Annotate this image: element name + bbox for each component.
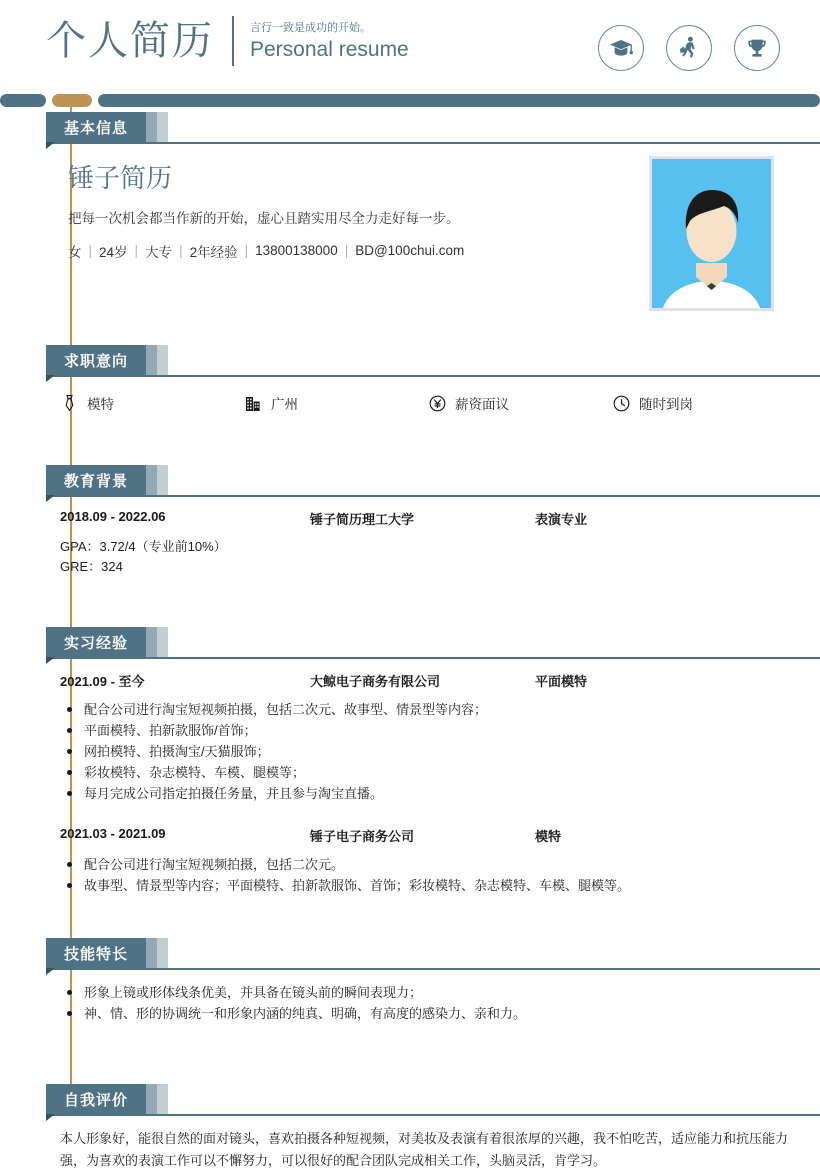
businessman-walking-icon — [666, 25, 712, 71]
education-gpa: GPA：3.72/4（专业前10%） — [60, 539, 227, 554]
header-title-en: Personal resume — [250, 37, 409, 61]
header-title-group — [46, 16, 409, 66]
section-title-intent: 求职意向 — [46, 345, 146, 375]
section-body-intent — [46, 377, 820, 439]
section-accent-block-b — [157, 112, 168, 142]
list-item: 神、情、形的协调统一和形象内涵的纯真、明确，有高度的感染力、亲和力。 — [60, 1003, 796, 1024]
page-title: 个人简历 — [46, 19, 214, 63]
internship-bullet-list — [60, 699, 796, 804]
list-item: 配合公司进行淘宝短视频拍摄，包括二次元、故事型、情景型等内容； — [60, 699, 796, 720]
deco-segment-gold — [52, 94, 92, 107]
section-body-self — [46, 1116, 820, 1172]
intent-salary-label: 薪资面议 — [455, 397, 509, 412]
intent-position-label: 模特 — [87, 397, 114, 412]
section-body-internship — [46, 659, 820, 924]
internship-company: 大鲸电子商务有限公司 — [310, 674, 441, 689]
education-entry — [60, 509, 796, 577]
section-header-internship — [46, 627, 820, 657]
tie-icon — [60, 394, 78, 412]
list-item: 形象上镜或形体线条优美，并具备在镜头前的瞬间表现力； — [60, 982, 796, 1003]
internship-date: 2021.09 - 至今 — [60, 674, 145, 689]
internship-bullet-list — [60, 854, 796, 896]
section-accent-block-b — [157, 465, 168, 495]
section-self-evaluation — [0, 1084, 820, 1172]
section-title-self: 自我评价 — [46, 1084, 146, 1114]
internship-entry — [60, 671, 796, 804]
page-header — [0, 0, 820, 90]
meta-separator: | — [244, 243, 249, 259]
education-gre: GRE：324 — [60, 559, 123, 574]
candidate-motto: 把每一次机会都当作新的开始，虚心且踏实用尽全力走好每一步。 — [68, 210, 460, 226]
meta-gender: 女 — [68, 244, 82, 260]
header-subtitle-group — [250, 21, 409, 60]
clock-icon — [612, 395, 630, 412]
list-item: 每月完成公司指定拍摄任务量，并且参与淘宝直播。 — [60, 783, 796, 804]
section-education — [0, 465, 820, 607]
candidate-meta-row — [68, 241, 464, 261]
internship-entry-head — [60, 671, 796, 690]
section-header-skills — [46, 938, 820, 968]
section-title-education: 教育背景 — [46, 465, 146, 495]
section-title-basic: 基本信息 — [46, 112, 146, 142]
intent-item-position — [60, 393, 244, 413]
candidate-photo — [649, 156, 774, 311]
basic-info-text — [60, 156, 464, 261]
trophy-icon — [734, 25, 780, 71]
intent-item-availability — [612, 393, 796, 413]
meta-email: BD@100chui.com — [355, 243, 465, 259]
section-header-intent — [46, 345, 820, 375]
meta-age: 24岁 — [99, 244, 128, 260]
section-body-basic — [46, 144, 820, 325]
meta-degree: 大专 — [145, 244, 173, 260]
intent-city-label: 广州 — [271, 397, 298, 412]
meta-phone: 13800138000 — [255, 243, 338, 259]
deco-segment-left — [0, 94, 46, 107]
education-major: 表演专业 — [535, 512, 588, 527]
section-internship — [0, 627, 820, 924]
list-item: 配合公司进行淘宝短视频拍摄，包括二次元。 — [60, 854, 796, 875]
education-date: 2018.09 - 2022.06 — [60, 509, 166, 524]
section-accent-block-a — [146, 345, 157, 375]
intent-item-salary — [428, 393, 612, 413]
internship-entry-head — [60, 826, 796, 845]
section-accent-block-b — [157, 1084, 168, 1114]
internship-role: 平面模特 — [535, 674, 588, 689]
candidate-name: 锤子简历 — [68, 163, 173, 193]
education-school: 锤子简历理工大学 — [310, 512, 415, 527]
section-title-internship: 实习经验 — [46, 627, 146, 657]
skills-bullet-list — [60, 982, 796, 1024]
internship-role: 模特 — [535, 829, 562, 844]
section-accent-block-a — [146, 112, 157, 142]
yen-icon — [428, 395, 446, 412]
section-accent-block-b — [157, 345, 168, 375]
section-accent-block-a — [146, 627, 157, 657]
section-accent-block-a — [146, 938, 157, 968]
list-item: 彩妆模特、杂志模特、车模、腿模等； — [60, 762, 796, 783]
section-accent-block-b — [157, 938, 168, 968]
section-accent-block-b — [157, 627, 168, 657]
section-header-basic — [46, 112, 820, 142]
section-header-education — [46, 465, 820, 495]
section-skills — [0, 938, 820, 1064]
internship-company: 锤子电子商务公司 — [310, 829, 415, 844]
intent-item-city — [244, 393, 428, 413]
internship-entry — [60, 826, 796, 896]
building-icon — [244, 395, 262, 412]
section-body-education — [46, 497, 820, 607]
meta-separator: | — [134, 243, 139, 259]
section-accent-block-a — [146, 465, 157, 495]
education-entry-head — [60, 509, 796, 528]
internship-date: 2021.03 - 2021.09 — [60, 826, 166, 841]
header-divider — [232, 16, 234, 66]
meta-separator: | — [88, 243, 93, 259]
list-item: 网拍模特、拍摄淘宝/天猫服饰； — [60, 741, 796, 762]
list-item: 故事型、情景型等内容；平面模特、拍新款服饰、首饰；彩妆模特、杂志模特、车模、腿模等。 — [60, 875, 796, 896]
intent-row — [60, 393, 796, 413]
list-item: 平面模特、拍新款服饰/首饰； — [60, 720, 796, 741]
meta-separator: | — [179, 243, 183, 259]
header-slogan: 言行一致是成功的开始。 — [250, 22, 371, 35]
section-header-self — [46, 1084, 820, 1114]
header-deco-bar — [0, 94, 820, 112]
section-accent-block-a — [146, 1084, 157, 1114]
intent-availability-label: 随时到岗 — [639, 397, 693, 412]
header-icon-group — [598, 25, 780, 71]
section-basic-info — [0, 112, 820, 325]
section-body-skills — [46, 970, 820, 1064]
section-title-skills: 技能特长 — [46, 938, 146, 968]
self-evaluation-text: 本人形象好，能很自然的面对镜头，喜欢拍摄各种短视频，对美妆及表演有着很浓厚的兴趣，我不怕吃苦，适应能力和抗压能力强，为喜欢的表演工作可以不懈努力，可以很好的配合团队完成相关工作，头脑灵活，肯学习。 — [60, 1131, 789, 1168]
section-job-intention — [0, 345, 820, 439]
meta-experience: 2年经验 — [189, 244, 238, 260]
deco-segment-right — [98, 94, 820, 107]
graduation-cap-icon — [598, 25, 644, 71]
meta-separator: | — [344, 243, 349, 259]
